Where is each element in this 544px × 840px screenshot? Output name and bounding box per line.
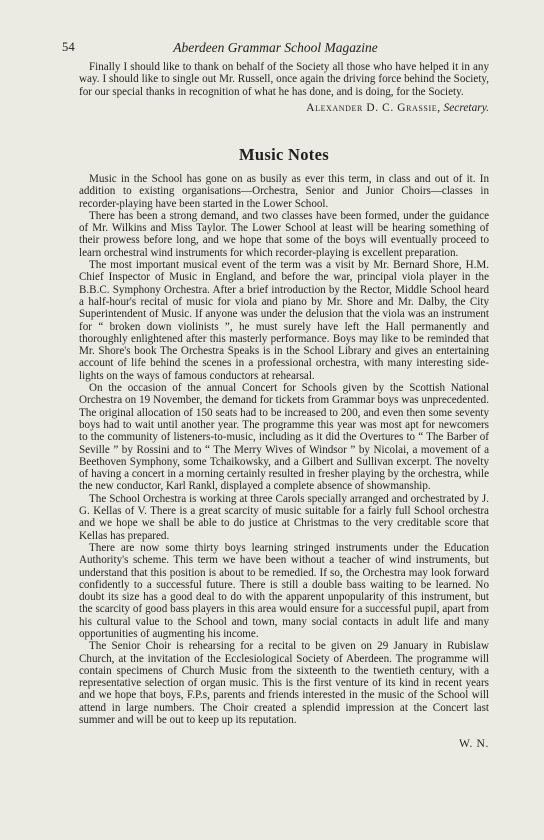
signature: [79, 102, 489, 114]
author-initials: W. N.: [459, 737, 489, 750]
previous-article-ending: [79, 61, 489, 114]
running-head: Aberdeen Grammar School Magazine: [173, 40, 378, 55]
closing-paragraph: Finally I should like to thank on behalf of the Society all those who have helped it in any way. I should like to single out Mr. Russell, once again the driving force behind the Society, for our special thanks in recognition of what he has done, and is doing, for the Society.: [79, 61, 489, 98]
signature-role: Secretary.: [443, 101, 489, 114]
paragraph: Music in the School has gone on as busily as ever this term, in class and out of it. In addition to existing organisations—Orchestra, Senior and Junior Choirs—classes in recorder-playing have been started in the Lower School.: [79, 173, 489, 210]
paragraph: There are now some thirty boys learning stringed instruments under the Education Authority's scheme. This term we have been without a teacher of wind instruments, but understand that this position is about to be remedied. If so, the Orchestra may look forward confidently to a successful future. There is still a double bass waiting to be learned. No doubt its size has a good deal to do with the apparent unpopularity of this instrument, but the scarcity of good bass players in this area would ensure for a successful pupil, apart from his cultural value to the School and town, many social contacts in adult life and many opportunities of augmenting his income.: [79, 541, 489, 640]
paragraph: The School Orchestra is working at three Carols specially arranged and orchestrated by J. G. Kellas of V. There is a great scarcity of music suitable for a fairly full School orchestra and we hope we shall be able to do justice at Christmas to the very creditable score that Kellas has prepared.: [79, 492, 489, 542]
section-title: Music Notes: [239, 145, 329, 164]
bottom-margin: [0, 760, 544, 840]
paragraph: On the occasion of the annual Concert for Schools given by the Scottish National Orchestra on 19 November, the demand for tickets from Grammar boys was unprecedented. The original allocation of 150 seats had to be increased to 200, and even then some seventy boys had to wait until another year. The programme this year was most apt for newcomers to the community of listeners-to-music, including as it did the Overtures to “ The Barber of Seville ” by Rossini and to “ The Merry Wives of Windsor ” by Nicolai, a movement of a Beethoven Symphony, some Tchaikowsky, and a Gilbert and Sullivan excerpt. The novelty of having a concert in a morning certainly resulted in fresher playing by the orchestra, while the new conductor, Karl Rankl, displayed a complete absence of showmanship.: [79, 382, 489, 493]
page-number: 54: [62, 40, 75, 54]
paragraph: The most important musical event of the term was a visit by Mr. Bernard Shore, H.M. Chief Inspector of Music in England, and before the war, principal viola player in the B.B.C. Symphony Orchestra. After a brief introduction by the Rector, Middle School heard a half-hour's recital of music for viola and piano by Mr. Shore and Mr. Dalby, the City Superintendent of Music. If anyone was under the delusion that the viola was an instrument for “ broken down violinists ”, he must surely have left the Hall permanently and thoroughly enlightened after this masterly performance. Boys may like to be reminded that Mr. Shore's book The Orchestra Speaks is in the School Library and gives an entertaining account of life behind the scenes in a professional orchestra, with many interesting side-lights on the ways of famous conductors at rehearsal.: [79, 259, 489, 382]
paragraph: The Senior Choir is rehearsing for a recital to be given on 29 January in Rubislaw Church, at the invitation of the Ecclesiological Society of Aberdeen. The programme will contain specimens of Church Music from the sixteenth to the twentieth century, with a representative selection of organ music. This is the first venture of its kind in recent years and we hope that boys, F.P.s, parents and friends interested in the music of the School will attend in large numbers. The Choir created a splendid impression at the Concert last summer and will be out to keep up its reputation.: [79, 640, 489, 727]
signature-name: Alexander D. C. Grassie,: [306, 101, 441, 114]
paragraph: There has been a strong demand, and two classes have been formed, under the guidance of Mr. Wilkins and Miss Taylor. The Lower School at least will be hearing something of their prowess before long, and we hope that some of the boys will eventually proceed to learn orchestral wind instruments for which recorder-playing is excellent preparation.: [79, 209, 489, 259]
music-notes-body: [79, 173, 489, 726]
page-header: [62, 40, 489, 56]
